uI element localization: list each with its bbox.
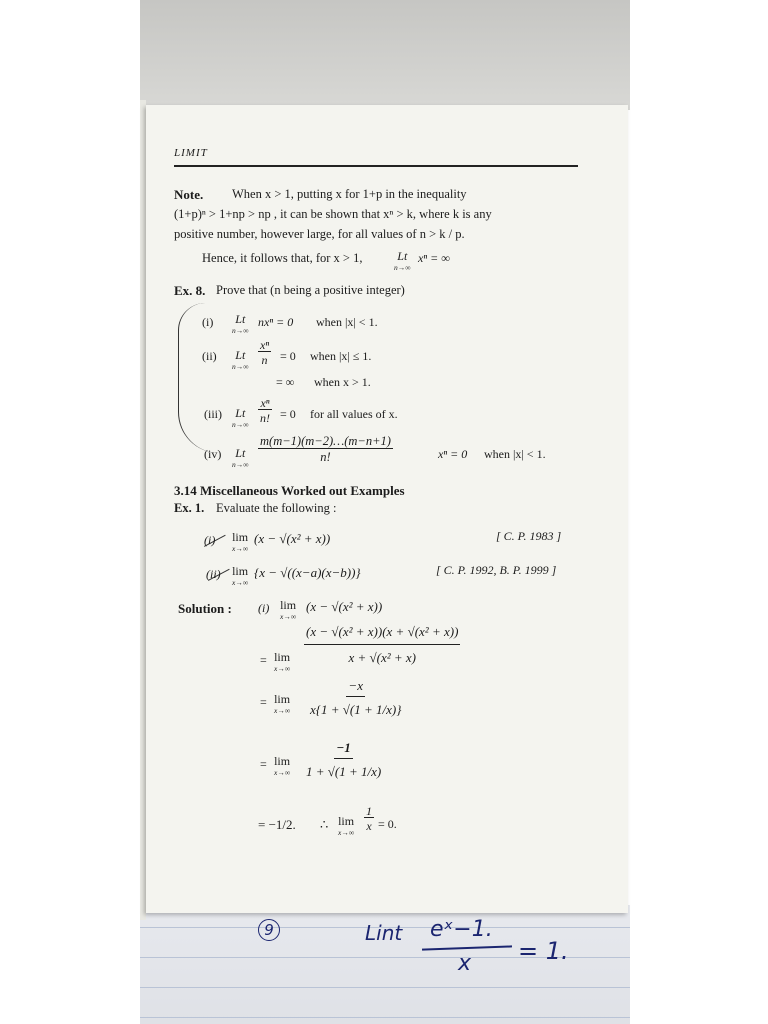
limit-subscript: n→∞ bbox=[394, 263, 411, 272]
section-ex1-text: Evaluate the following : bbox=[216, 501, 337, 515]
ex8-item-iii-condition: for all values of x. bbox=[310, 407, 398, 421]
solution-label: Solution : bbox=[178, 601, 232, 616]
ex1-part-ii-expression: {x − √((x−a)(x−b))} bbox=[254, 565, 361, 580]
section-ex1-label: Ex. 1. bbox=[174, 501, 205, 515]
ex8-item-ii-number: (ii) bbox=[202, 349, 217, 363]
note-line-2: (1+p)ⁿ > 1+np > np , it can be shown that xⁿ > k, where k is any bbox=[174, 207, 492, 221]
solution-line2-fraction: $\frac{-x}{x\{1 + √(1 + 1/x)\}}$ bbox=[310, 678, 402, 717]
note-conclusion-expression: xⁿ = ∞ bbox=[418, 251, 450, 265]
final-limit: lim x→∞ bbox=[338, 814, 355, 837]
therefore-symbol: ∴ bbox=[320, 817, 329, 832]
final-limit-fraction: $\frac{1}{x}$ bbox=[366, 804, 372, 833]
ex8-item-iv-fraction: $\frac{m(m-1)(m-2)\dots(m-n+1)}{n!}$ bbox=[260, 434, 391, 464]
note-conclusion: Hence, it follows that, for x > 1, bbox=[202, 251, 363, 265]
ex1-part-i-limit: lim x→∞ bbox=[232, 530, 249, 553]
solution-line3-fraction: $\frac{-1}{1 + √(1 + 1/x)}$ bbox=[306, 740, 382, 779]
solution-line1-limit: lim x→∞ bbox=[274, 650, 291, 673]
note-conclusion-limit bbox=[394, 250, 415, 272]
ex1-part-i-number: (i) bbox=[204, 533, 216, 547]
ex8-item-iv-expression: xⁿ = 0 bbox=[438, 447, 468, 461]
final-result: = 0. bbox=[378, 817, 397, 831]
limit-symbol: Lt bbox=[397, 249, 408, 263]
ex8-item-iv-condition: when |x| < 1. bbox=[484, 447, 546, 461]
ex1-part-ii-limit: lim x→∞ bbox=[232, 564, 249, 587]
solution-line3-equals: = bbox=[260, 757, 267, 771]
section-title: 3.14 Miscellaneous Worked out Examples bbox=[174, 483, 405, 498]
solution-line1-equals: = bbox=[260, 653, 267, 667]
handwritten-denominator: x bbox=[458, 951, 472, 976]
ex8-item-i-expression: nxⁿ = 0 bbox=[258, 315, 294, 329]
solution-line2-limit: lim x→∞ bbox=[274, 692, 291, 715]
note-line-3: positive number, however large, for all values of n > k / p. bbox=[174, 227, 465, 241]
ex8-statement: Prove that (n being a positive integer) bbox=[216, 283, 405, 297]
solution-line0-limit: lim x→∞ bbox=[280, 598, 297, 621]
ex8-item-ii-condition: when |x| ≤ 1. bbox=[310, 349, 372, 363]
handwritten-number: 9 bbox=[258, 919, 280, 941]
note-line-1: When x > 1, putting x for 1+p in the inequality bbox=[232, 187, 467, 201]
note-label: Note. bbox=[174, 187, 204, 202]
ex8-item-i-limit: Lt n→∞ bbox=[232, 312, 249, 335]
background-surface bbox=[140, 0, 630, 110]
header-rule bbox=[174, 165, 578, 167]
ex8-item-iv-limit: Lt n→∞ bbox=[232, 446, 249, 469]
ex8-item-i-number: (i) bbox=[202, 315, 214, 329]
solution-line1-fraction: $\frac{\text{(x − √(x² + x))(x + √(x² + x))}}{\text{x + √(x² + x)}}$ bbox=[306, 624, 459, 665]
ex8-item-iii-fraction: $\frac{\text{xⁿ}}{n!}$ bbox=[260, 396, 270, 425]
ex8-item-ii-limit: Lt n→∞ bbox=[232, 348, 249, 371]
ex8-item-ii-condition-2: when x > 1. bbox=[314, 375, 371, 389]
handwritten-result: = 1. bbox=[518, 937, 569, 965]
ex8-item-i-condition: when |x| < 1. bbox=[316, 315, 378, 329]
ex8-item-iii-number: (iii) bbox=[204, 407, 222, 421]
solution-final: = −1/2. bbox=[258, 817, 296, 832]
running-header: LIMIT bbox=[174, 147, 208, 159]
ex8-label: Ex. 8. bbox=[174, 283, 206, 298]
handwritten-fraction-bar bbox=[422, 945, 512, 950]
ex1-part-i-expression: (x − √(x² + x)) bbox=[254, 531, 331, 546]
handwritten-lint: Lint bbox=[365, 921, 403, 945]
ex1-part-i-reference: [ C. P. 1983 ] bbox=[496, 529, 562, 543]
solution-part: (i) bbox=[258, 601, 270, 615]
ex8-item-ii-fraction: $\frac{\text{xⁿ}}{n}$ bbox=[260, 338, 270, 367]
ex1-part-ii-reference: [ C. P. 1992, B. P. 1999 ] bbox=[436, 563, 557, 577]
solution-line3-limit: lim x→∞ bbox=[274, 754, 291, 777]
solution-line0-expression: (x − √(x² + x)) bbox=[306, 599, 383, 614]
ex8-item-iii-limit: Lt n→∞ bbox=[232, 406, 249, 429]
textbook-page bbox=[146, 105, 628, 913]
handwritten-numerator: eˣ−1. bbox=[430, 917, 493, 942]
solution-line2-equals: = bbox=[260, 695, 267, 709]
ex8-item-iii-expression: = 0 bbox=[280, 407, 296, 421]
ex1-part-ii-number: (ii) bbox=[206, 567, 221, 581]
ex8-item-iv-number: (iv) bbox=[204, 447, 222, 461]
notebook-paper bbox=[140, 905, 630, 1024]
ex8-item-ii-expression: = 0 bbox=[280, 349, 296, 363]
ex8-item-ii-expression-2: = ∞ bbox=[276, 375, 295, 389]
